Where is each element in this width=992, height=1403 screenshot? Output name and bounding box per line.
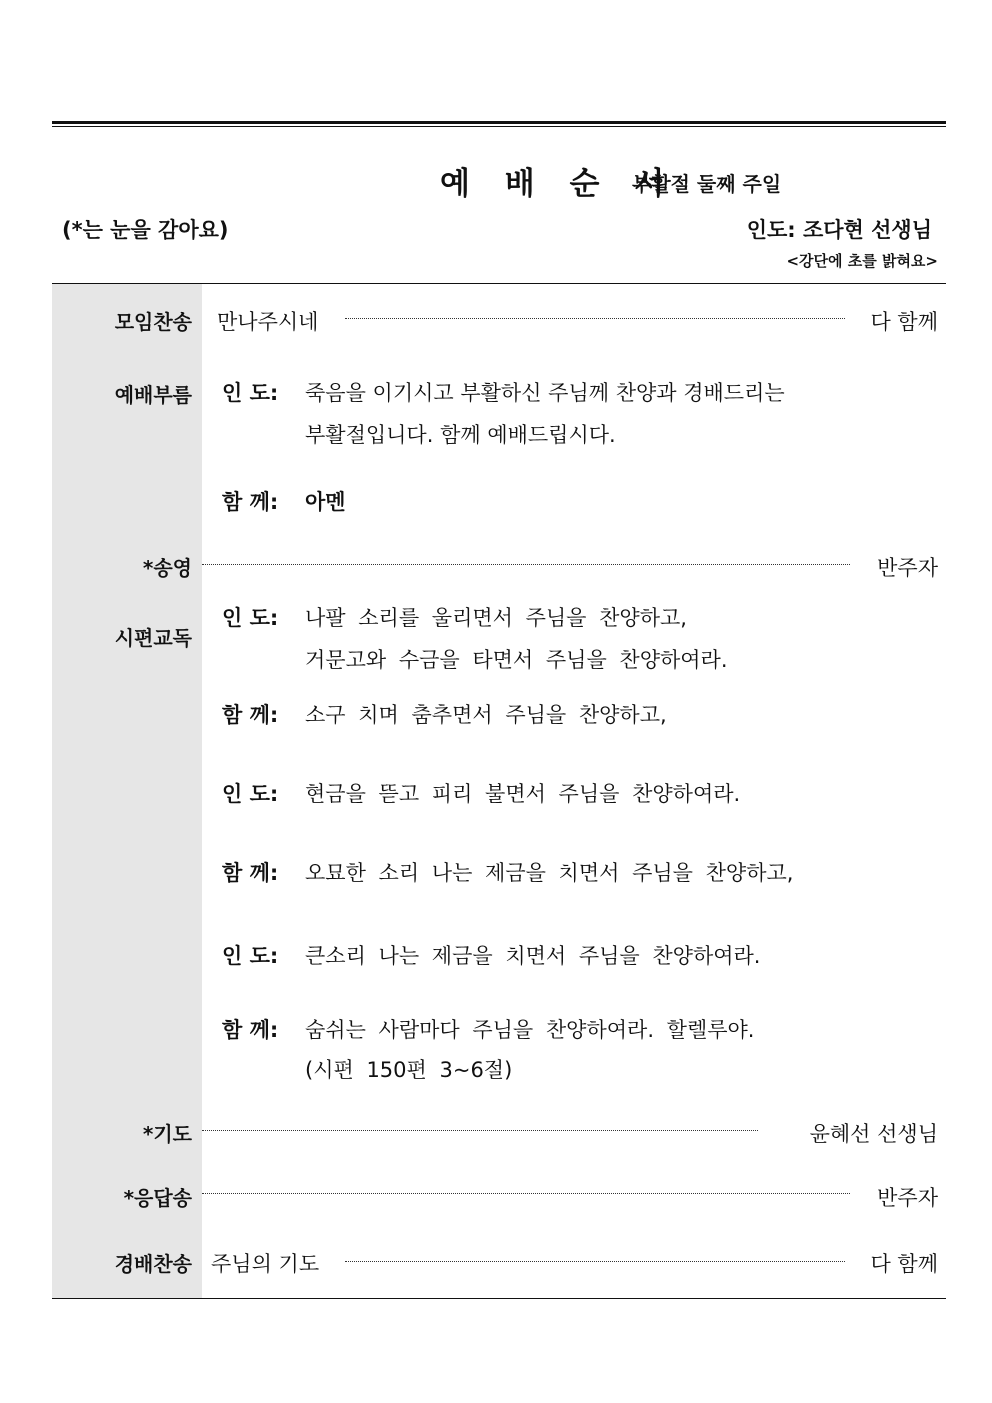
gathering-song-title: 만나주시네 <box>217 310 319 334</box>
scripture-reference: (시편 150편 3~6절) <box>305 1058 513 1082</box>
response-song-by: 반주자 <box>877 1186 938 1210</box>
top-rule-thick <box>52 121 946 124</box>
prayer-label: *기도 <box>142 1122 192 1146</box>
praise-label: *송영 <box>142 556 192 580</box>
leader-dots <box>202 564 850 565</box>
responsive-line: 부활절입니다. 함께 예배드립시다. <box>305 423 616 447</box>
responsive-line: 숨쉬는 사람마다 주님을 찬양하여라. 할렐루야. <box>305 1018 755 1042</box>
responsive-line: 오묘한 소리 나는 제금을 치면서 주님을 찬양하고, <box>305 861 794 885</box>
call-to-worship-label: 예배부름 <box>114 383 192 407</box>
top-rule-thin <box>52 126 946 127</box>
speaker-tag: 함 께: <box>222 703 279 727</box>
gathering-song-by: 다 함께 <box>870 310 938 334</box>
bottom-rule <box>52 1298 946 1299</box>
page-title: 예 배 순 서 <box>440 166 677 202</box>
responsive-line: 나팔 소리를 울리면서 주님을 찬양하고, <box>305 606 687 630</box>
speaker-tag: 인 도: <box>222 782 279 806</box>
hymn-title: 주님의 기도 <box>211 1252 320 1276</box>
hymn-by: 다 함께 <box>870 1252 938 1276</box>
response-song-label: *응답송 <box>123 1186 192 1210</box>
responsive-line: 소구 치며 춤추면서 주님을 찬양하고, <box>305 703 667 727</box>
speaker-tag: 함 께: <box>222 1018 279 1042</box>
praise-by: 반주자 <box>877 556 938 580</box>
responsive-line: 현금을 뜯고 피리 불면서 주님을 찬양하여라. <box>305 782 741 806</box>
responsive-line: 거문고와 수금을 타면서 주님을 찬양하여라. <box>305 648 728 672</box>
gathering-song-label: 모임찬송 <box>114 310 192 334</box>
responsive-line: 큰소리 나는 제금을 치면서 주님을 찬양하여라. <box>305 944 761 968</box>
leader-dots <box>345 318 845 319</box>
speaker-tag: 인 도: <box>222 606 279 630</box>
speaker-tag: 인 도: <box>222 381 279 405</box>
leader-dots <box>202 1130 758 1131</box>
page-subtitle: 부활절 둘째 주일 <box>632 172 782 196</box>
responsive-line: 아멘 <box>305 490 346 514</box>
psalm-label: 시편교독 <box>114 626 192 650</box>
speaker-tag: 함 께: <box>222 490 279 514</box>
hymn-label: 경배찬송 <box>114 1252 192 1276</box>
speaker-tag: 인 도: <box>222 944 279 968</box>
candle-note: <강단에 초를 밝혀요> <box>786 252 938 270</box>
leader-dots <box>202 1193 850 1194</box>
responsive-line: 죽음을 이기시고 부활하신 주님께 찬양과 경배드리는 <box>305 381 785 405</box>
leader-label: 인도: 조다현 선생님 <box>746 218 932 242</box>
prayer-by: 윤혜선 선생님 <box>809 1122 938 1146</box>
leader-dots <box>345 1261 845 1262</box>
eyes-closed-note: (*는 눈을 감아요) <box>62 218 229 242</box>
speaker-tag: 함 께: <box>222 861 279 885</box>
